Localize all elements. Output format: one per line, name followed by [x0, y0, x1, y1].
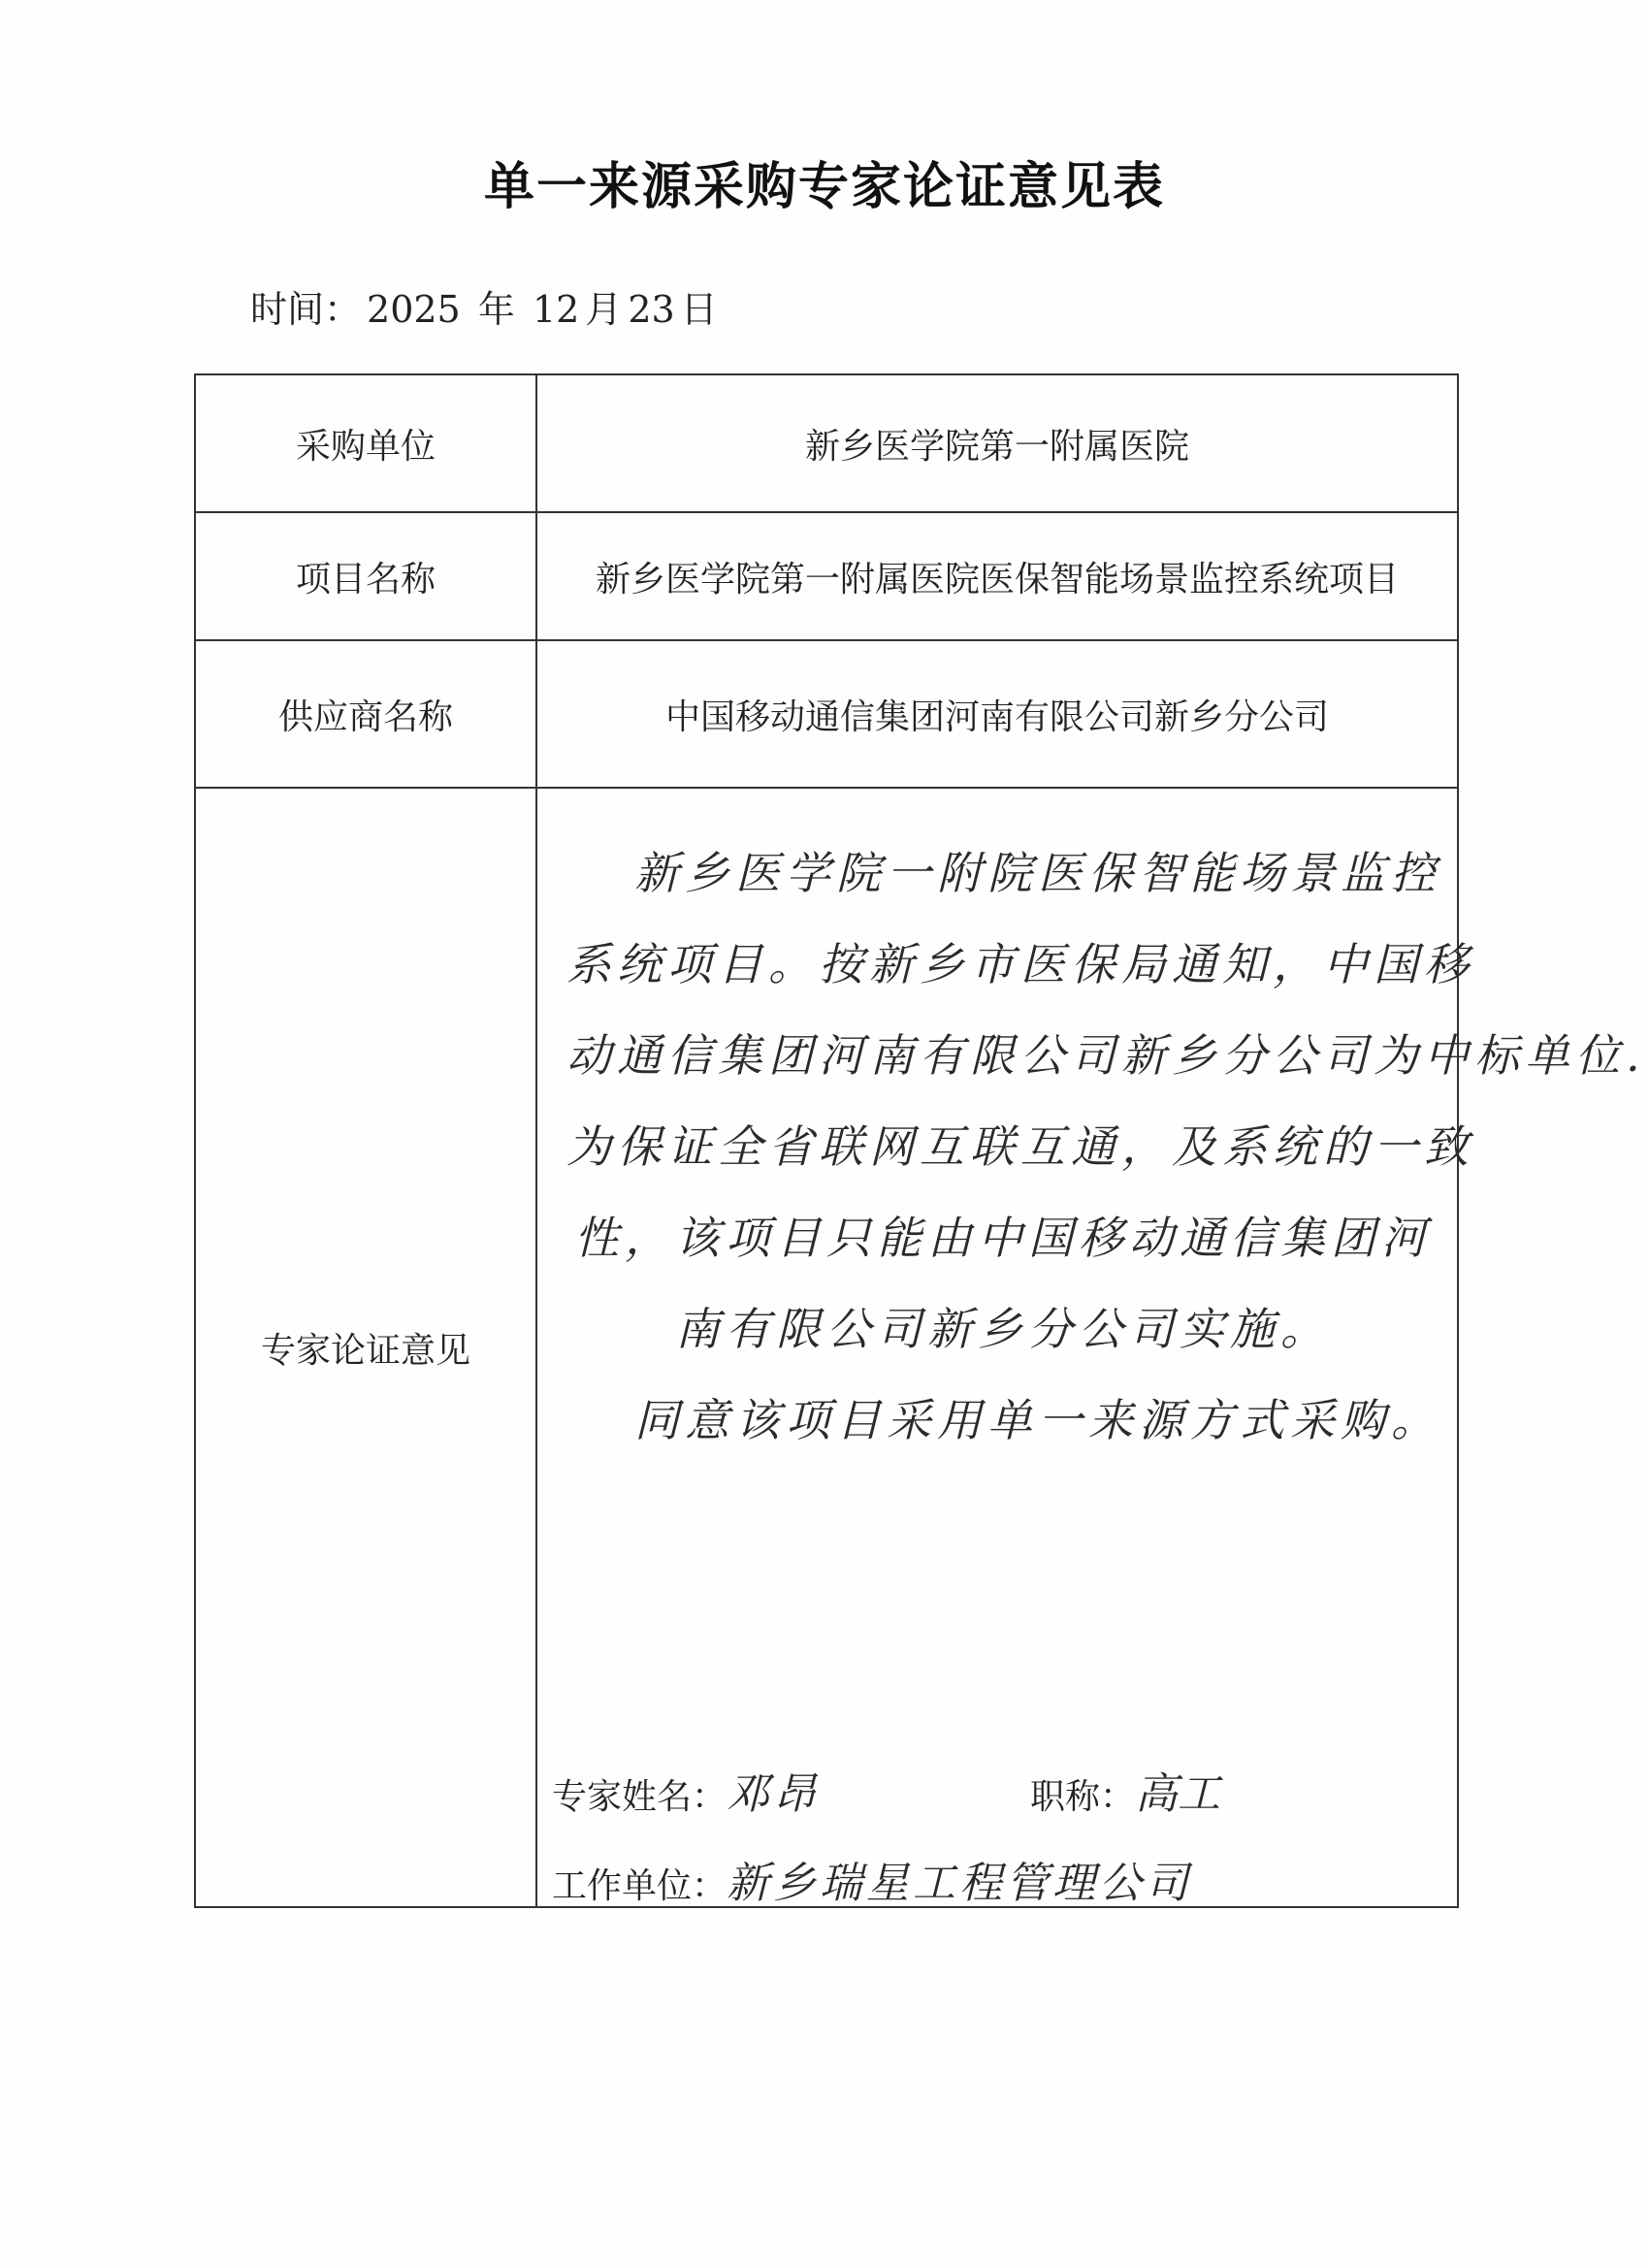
expert-signature: 邓昂: [727, 1769, 821, 1819]
expert-name-row: [552, 1759, 820, 1821]
purchaser-label: 采购单位: [195, 374, 536, 512]
work-unit-label: 工作单位：: [552, 1866, 728, 1906]
date-month-unit: 月: [585, 288, 623, 331]
handwritten-line: 性，该项目只能由中国移动通信集团河: [574, 1212, 1432, 1264]
work-unit-row: [552, 1848, 1192, 1910]
handwritten-line: 为保证全省联网互联互通，及系统的一致: [566, 1120, 1474, 1173]
date-line: [250, 279, 724, 333]
date-day-unit: 日: [680, 288, 718, 331]
table-row-project: [195, 512, 1458, 640]
job-title-label: 职称：: [1030, 1777, 1136, 1817]
table-row-opinion: [195, 788, 1458, 1907]
handwritten-opinion: [566, 827, 1646, 1466]
project-name-value: 新乡医学院第一附属医院医保智能场景监控系统项目: [536, 512, 1458, 640]
job-title-row: [1030, 1759, 1220, 1821]
project-name-label: 项目名称: [195, 512, 536, 640]
purchaser-value: 新乡医学院第一附属医院: [536, 374, 1458, 512]
handwritten-line: 系统项目。按新乡市医保局通知，中国移: [566, 938, 1474, 990]
supplier-value: 中国移动通信集团河南有限公司新乡分公司: [536, 640, 1458, 788]
expert-name-label: 专家姓名：: [552, 1777, 728, 1817]
handwritten-line: 新乡医学院一附院医保智能场景监控: [634, 847, 1441, 899]
date-year-unit: 年: [477, 288, 515, 331]
table-row-purchaser: [195, 374, 1458, 512]
handwritten-line: 同意该项目采用单一来源方式采购。: [634, 1394, 1441, 1446]
opinion-cell: [536, 788, 1646, 1908]
handwritten-line: 动通信集团河南有限公司新乡分公司为中标单位.: [566, 1029, 1646, 1082]
table-row-supplier: [195, 640, 1458, 788]
opinion-label: 专家论证意见: [195, 788, 536, 1907]
date-label: 时间：: [250, 288, 362, 331]
document-title: 单一来源采购专家论证意见表: [483, 158, 1165, 216]
date-day: 23: [628, 288, 675, 331]
handwritten-line: 南有限公司新乡分公司实施。: [675, 1303, 1331, 1355]
date-year: 2025: [367, 288, 461, 331]
supplier-label: 供应商名称: [195, 640, 536, 788]
opinion-form-table: [194, 373, 1646, 1908]
job-title-value: 高工: [1135, 1769, 1221, 1819]
date-month: 12: [532, 288, 580, 331]
work-unit-value: 新乡瑞星工程管理公司: [727, 1859, 1193, 1908]
